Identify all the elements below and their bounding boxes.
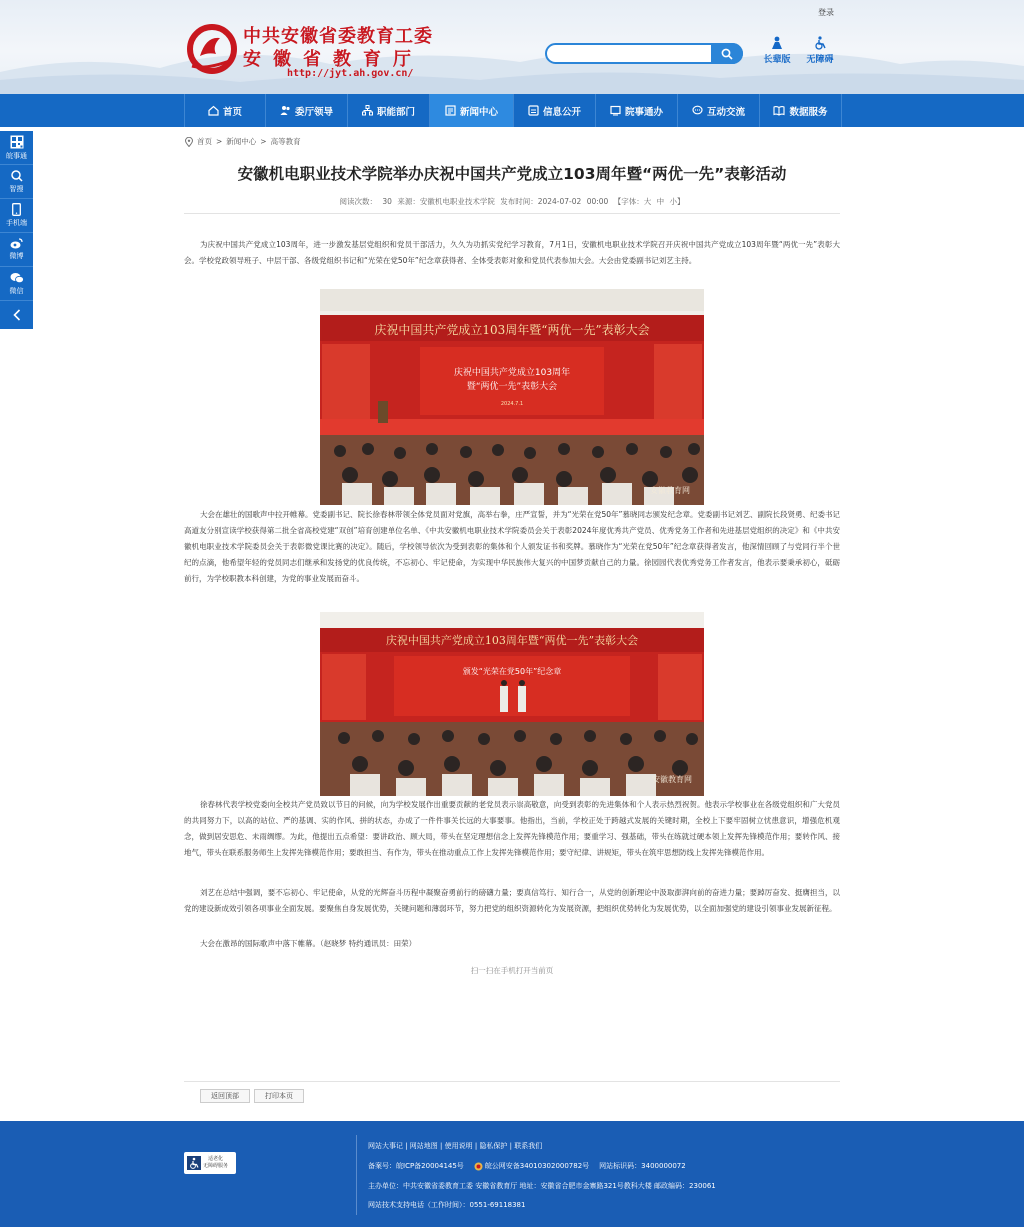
qrcode-icon [10, 135, 24, 149]
news-icon [445, 105, 456, 116]
article-paragraph: 大会在雄壮的国歌声中拉开帷幕。党委副书记、院长徐春林带领全体党员面对党旗，高举右拳，庄严宣誓，并为“光荣在党50年”慕晓同志颁发纪念章。党委副书记刘艺、副院长段贤勇、纪委书记高道友分别宣读学校获得第二批全省高校党建“双创”培育创建单位名单、《中共安徽机电职业技术学院委员会关于表彰2024年度优秀共产党员、优秀党务工作者和先进基层党组织的决定》和《中共安徽机电职业技术学院委员会关于表彰微党课比赛的决定》。随后，学校领导依次为受到表彰的集体和个人颁发证书和奖牌。慕晓作为“光荣在党50年”纪念章获得者发言，他深情回顾了与党同行半个世纪的点滴，他希望年轻的党员同志们继承和发扬党的优良传统，不忘初心、牢记使命，为实现中华民族伟大复兴的中国梦贡献自己的力量。徐园园代表优秀党务工作者发言，他表示要秉承初心，砥砺前行，为学校职教本科创建，为党的事业发展而奋斗。 [184, 510, 840, 583]
elder-mode-label: 长辈版 [763, 55, 791, 65]
chevron-left-icon [13, 309, 21, 321]
nav-item-departments[interactable] [348, 94, 430, 127]
search-input[interactable] [555, 47, 710, 61]
nav-item-interaction[interactable] [678, 94, 760, 127]
nav-label: 信息公开 [542, 106, 581, 118]
accessibility-label: 无障碍 [806, 55, 834, 65]
breadcrumb-higher-education[interactable]: 高等教育 [270, 137, 301, 146]
nav-label: 院事通办 [624, 106, 663, 118]
site-code: 网站标识码：3400000072 [599, 1162, 686, 1170]
side-item-smart-search[interactable] [0, 165, 33, 199]
nav-item-leaders[interactable] [266, 94, 348, 127]
main-nav [0, 94, 1024, 127]
logo-title-line1: 中共安徽省委教育工委 [243, 26, 433, 47]
side-item-label: 智搜 [9, 184, 24, 193]
logo-icon[interactable] [186, 22, 238, 74]
logo-title-line2: 安徽省教育厅 [243, 49, 423, 70]
wheelchair-icon [187, 1156, 201, 1170]
side-item-wechat[interactable] [0, 267, 33, 301]
elder-mode-button[interactable] [760, 36, 794, 65]
side-item-wanshitong[interactable] [0, 131, 33, 165]
side-item-label: 微博 [9, 252, 24, 260]
side-item-label: 微信 [9, 286, 24, 295]
breadcrumb-separator: > [260, 137, 267, 146]
footer-links[interactable]: 网站大事记 | 网站地图 | 使用说明 | 隐私保护 | 联系我们 [368, 1142, 543, 1150]
site-footer [0, 1121, 1024, 1227]
location-pin-icon [185, 137, 193, 147]
mountain-background [0, 34, 1024, 94]
nav-item-news[interactable] [430, 94, 514, 127]
photo1-watermark: 安徽教育网 [650, 486, 690, 495]
service-icon [610, 105, 621, 116]
article-title: 安徽机电职业技术学院举办庆祝中国共产党成立103周年暨“两优一先”表彰活动 [237, 165, 787, 183]
breadcrumb-news[interactable]: 新闻中心 [226, 137, 257, 146]
photo2-banner-text: 庆祝中国共产党成立103周年暨“两优一先”表彰大会 [385, 634, 639, 647]
search-button[interactable] [711, 43, 743, 64]
support-phone: 网站技术支持电话（工作时间）：0551-69118381 [368, 1201, 526, 1209]
article-photo-1 [320, 289, 704, 505]
side-item-weibo[interactable] [0, 233, 33, 267]
accessibility-button[interactable] [803, 36, 837, 65]
nav-item-services[interactable] [596, 94, 678, 127]
nav-item-info[interactable] [514, 94, 596, 127]
footer-separator [356, 1135, 357, 1215]
police-record[interactable] [474, 1161, 589, 1171]
nav-label: 委厅领导 [294, 106, 333, 118]
badge-line2: 无障碍服务 [203, 1163, 229, 1169]
side-item-label: 皖事通 [6, 151, 27, 160]
wheelchair-icon [813, 36, 827, 50]
info-icon [528, 105, 539, 116]
breadcrumb-home[interactable]: 首页 [197, 137, 212, 146]
mobile-icon [12, 203, 21, 216]
login-link[interactable]: 登录 [818, 8, 834, 17]
qr-open-tip[interactable]: 扫一扫在手机打开当前页 [470, 966, 554, 975]
breadcrumb-separator: > [216, 137, 223, 146]
side-collapse-button[interactable] [0, 301, 33, 329]
elder-accessibility-badge[interactable] [184, 1152, 236, 1174]
photo1-screen-date: 2024.7.1 [500, 401, 524, 407]
org-icon [362, 105, 373, 116]
article-meta: 阅读次数： 30 来源：安徽机电职业技术学院 发布时间：2024-07-02 00:00 【字体：大 中 小】 [339, 197, 685, 206]
elder-icon [770, 36, 784, 50]
nav-item-home[interactable] [184, 94, 266, 127]
photo1-banner-text: 庆祝中国共产党成立103周年暨“两优一先”表彰大会 [374, 323, 650, 337]
photo2-watermark: 安徽教育网 [652, 775, 692, 784]
nav-label: 首页 [222, 106, 242, 118]
back-to-top-button[interactable]: 返回顶部 [200, 1089, 250, 1103]
nav-label: 新闻中心 [459, 106, 498, 118]
logo-url: http://jyt.ah.gov.cn/ [287, 68, 414, 79]
side-item-label: 手机端 [6, 219, 27, 227]
side-float-bar [0, 131, 33, 329]
book-icon [773, 105, 785, 116]
smart-search-icon [11, 170, 23, 182]
host-info: 主办单位：中共安徽省委教育工委 安徽省教育厅 地址：安徽省合肥市金寨路321号教科大楼 邮政编码：230061 [368, 1182, 716, 1190]
site-header [0, 0, 1024, 94]
photo1-screen-line2: 暨“两优一先”表彰大会 [466, 382, 558, 392]
nav-label: 职能部门 [376, 106, 415, 118]
chat-icon [692, 105, 703, 116]
weibo-icon [10, 238, 23, 249]
search-box [545, 43, 743, 64]
side-item-mobile[interactable] [0, 199, 33, 233]
nav-label: 数据服务 [789, 106, 828, 118]
title-divider [184, 213, 840, 214]
photo2-screen-text: 颁发“光荣在党50年”纪念章 [462, 667, 562, 676]
article-paragraph: 徐春林代表学校党委向全校共产党员致以节日的问候，向为学校发展作出重要贡献的老党员表示崇高敬意，向受到表彰的先进集体和个人表示热烈祝贺。他表示学校事业在各级党组织和广大党员的共同努力下，以高的站位、严的基调、实的作风、拼的状态，办成了一件件事关长远的大事要事。他指出，当前，学校正处于跨越式发展的关键时期，全校上下要牢固树立忧患意识，增强危机观念，做到居安思危、未雨绸缪。为此，他提出五点希望：要讲政治、顾大局，带头在坚定理想信念上发挥先锋模范作用；要重学习、强基础，带头在练就过硬本领上发挥先锋模范作用；要转作风、接地气，带头在联系服务师生上发挥先锋模范作用；要敢担当、有作为，带头在推动重点工作上发挥先锋模范作用；要守纪律、讲规矩，带头在筑牢思想防线上发挥先锋模范作用。 [184, 800, 840, 857]
icp-number[interactable]: 备案号：皖ICP备20004145号 [368, 1162, 464, 1170]
search-icon [721, 48, 733, 60]
bottom-divider [184, 1081, 840, 1082]
police-badge-icon [474, 1162, 483, 1171]
badge-line1: 适老化 [208, 1156, 224, 1162]
footer-registration [368, 1161, 686, 1171]
article-photo-2 [320, 612, 704, 796]
police-record-text: 皖公网安备34010302000782号 [484, 1162, 590, 1170]
article-paragraph: 刘艺在总结中强调，要不忘初心、牢记使命，从党的光辉奋斗历程中凝聚奋勇前行的磅礴力量；要真信笃行、知行合一，从党的创新理论中汲取澎湃向前的奋进力量；要踔厉奋发、挺膺担当，以党的建设新成效引领各项事业全面发展。要聚焦自身发展优势，关键问题和薄弱环节，努力把党的组织资源转化为发展资源，把组织优势转化为发展优势，以全面加强党的建设引领事业发展新征程。 [184, 888, 840, 913]
people-icon [280, 105, 291, 116]
wechat-icon [10, 272, 24, 284]
nav-item-data[interactable] [760, 94, 842, 127]
article-paragraph: 大会在激昂的国际歌声中落下帷幕。（赵晓梦 特约通讯员：田荣） [200, 939, 417, 948]
article-paragraph: 为庆祝中国共产党成立103周年，进一步激发基层党组织和党员干部活力，久久为功抓实党纪学习教育，7月1日，安徽机电职业技术学院召开庆祝中国共产党成立103周年暨“两优一先”表彰大会。学校党政领导班子、中层干部、各级党组织书记和“光荣在党50年”纪念章获得者、全体受表彰对象和党员代表参加大会。大会由党委副书记刘艺主持。 [184, 240, 840, 265]
home-icon [208, 105, 219, 116]
breadcrumb [185, 136, 301, 147]
nav-label: 互动交流 [706, 106, 745, 118]
print-button[interactable]: 打印本页 [254, 1089, 304, 1103]
photo1-screen-line1: 庆祝中国共产党成立103周年 [453, 368, 571, 378]
